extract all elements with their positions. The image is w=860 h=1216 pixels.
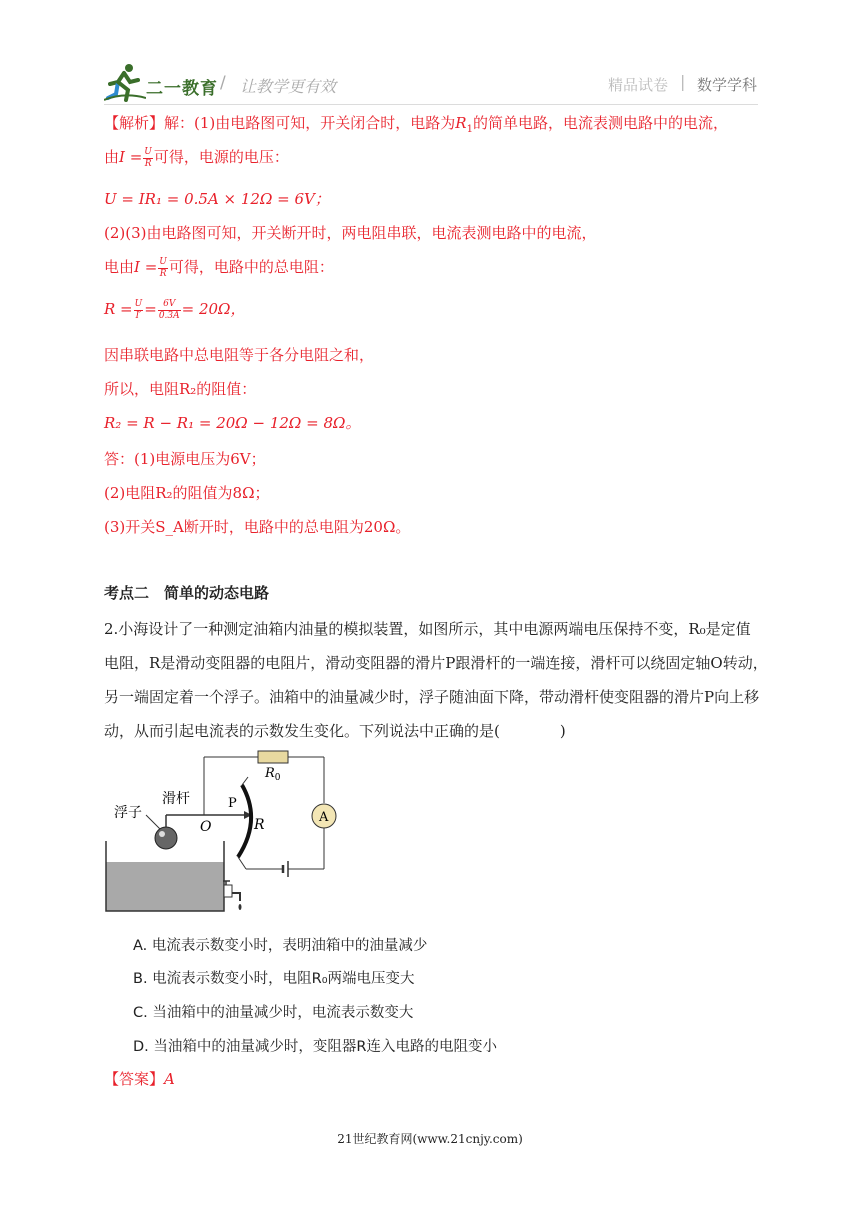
question-line-2: 电阻，R是滑动变阻器的电阻片，滑动变阻器的滑片P跟滑杆的一端连接，滑杆可以绕固定轴O转动， [104,654,768,672]
analysis-line-3: U = IR₁ = 0.5A × 12Ω = 6V； [104,190,330,208]
fraction: $\frac{U}{R}$ [144,146,152,169]
analysis-line-7: 因串联电路中总电阻等于各分电阻之和， [104,346,375,364]
ammeter-label: A [319,810,329,825]
variable-resistor [238,785,251,857]
drain-tap-icon [223,881,242,910]
oil-level [106,862,224,911]
oil-tank-circuit-diagram [100,745,340,917]
option-d: D. 当油箱中的油量减少时，变阻器R连入电路的电阻变小 [133,1039,497,1055]
page-footer: 21世纪教育网(www.21cnjy.com) [337,1132,523,1146]
question-line-4: 动，从而引起电流表的示数发生变化。下列说法中正确的是( ) [104,722,566,740]
answer-value: A [164,1070,175,1088]
analysis-line-1: 【解析】解：(1)由电路图可知，开关闭合时，电路为$R_1$的简单电路，电流表测电路中的电流， [104,114,728,135]
fraction: $\frac{U}{R}$ [159,256,167,279]
question-line-1: 2.小海设计了一种测定油箱内油量的模拟装置，如图所示，其中电源两端电压保持不变，R₀是定值 [104,620,751,638]
brand-separator: / [220,73,226,93]
analysis-line-2: 由I = $\frac{U}{R}$ 可得，电源的电压： [104,146,289,169]
answer [104,1068,175,1089]
resistor-r-label: R [254,817,265,833]
header-tag-subject: 数学学科 [697,76,758,94]
slider-p-label: P [228,796,237,811]
option-b: B. 电流表示数变小时，电阻R₀两端电压变大 [133,971,415,987]
rod-label: 滑杆 [162,791,190,807]
brand-name: 二一教育 [146,79,218,99]
float-ball [155,827,177,849]
header-divider [104,104,758,105]
option-c: C. 当油箱中的油量减少时，电流表示数变大 [133,1005,414,1021]
page-header [0,0,860,110]
analysis-line-8: 所以，电阻R₂的阻值： [104,380,257,398]
fraction: $\frac{6V}{0.3A}$ [158,298,180,321]
section-title: 考点二 简单的动态电路 [104,584,270,602]
answer-label: 【答案】 [104,1070,165,1088]
analysis-line-11: (2)电阻R₂的阻值为8Ω； [104,484,270,502]
float-pointer-line [146,815,160,829]
fixed-resistor-r0 [258,751,288,763]
battery-icon [283,861,288,877]
analysis-line-4: (2)(3)由电路图可知，开关断开时，两电阻串联，电流表测电路中的电流， [104,224,597,242]
analysis-label: 【解析】 [104,114,165,132]
fraction: $\frac{U}{I'}$ [134,298,143,321]
runner-logo-icon [104,62,146,102]
header-tag-separator: | [680,72,686,91]
float-label: 浮子 [114,805,142,821]
brand-slogan: 让教学更有效 [240,77,337,96]
option-a: A. 电流表示数变小时，表明油箱中的油量减少 [133,938,428,954]
question-line-3: 另一端固定着一个浮子。油箱中的油量减少时，浮子随油面下降，带动滑杆使变阻器的滑片P向上移 [104,688,760,706]
analysis-line-9: R₂ = R − R₁ = 20Ω − 12Ω = 8Ω。 [104,414,361,432]
analysis-line-12: (3)开关S_A断开时，电路中的总电阻为20Ω。 [104,518,411,536]
r0-label: $R_0$ [265,766,281,783]
pivot-o-label: O [200,819,212,835]
analysis-line-5: 电由I = $\frac{U}{R}$ 可得，电路中的总电阻： [104,256,334,279]
header-tag-premium: 精品试卷 [608,76,669,94]
analysis-line-10: 答：(1)电源电压为6V； [104,450,266,468]
analysis-line-6: R = $\frac{U}{I'}$ = $\frac{6V}{0.3A}$ = 20Ω， [104,298,246,321]
